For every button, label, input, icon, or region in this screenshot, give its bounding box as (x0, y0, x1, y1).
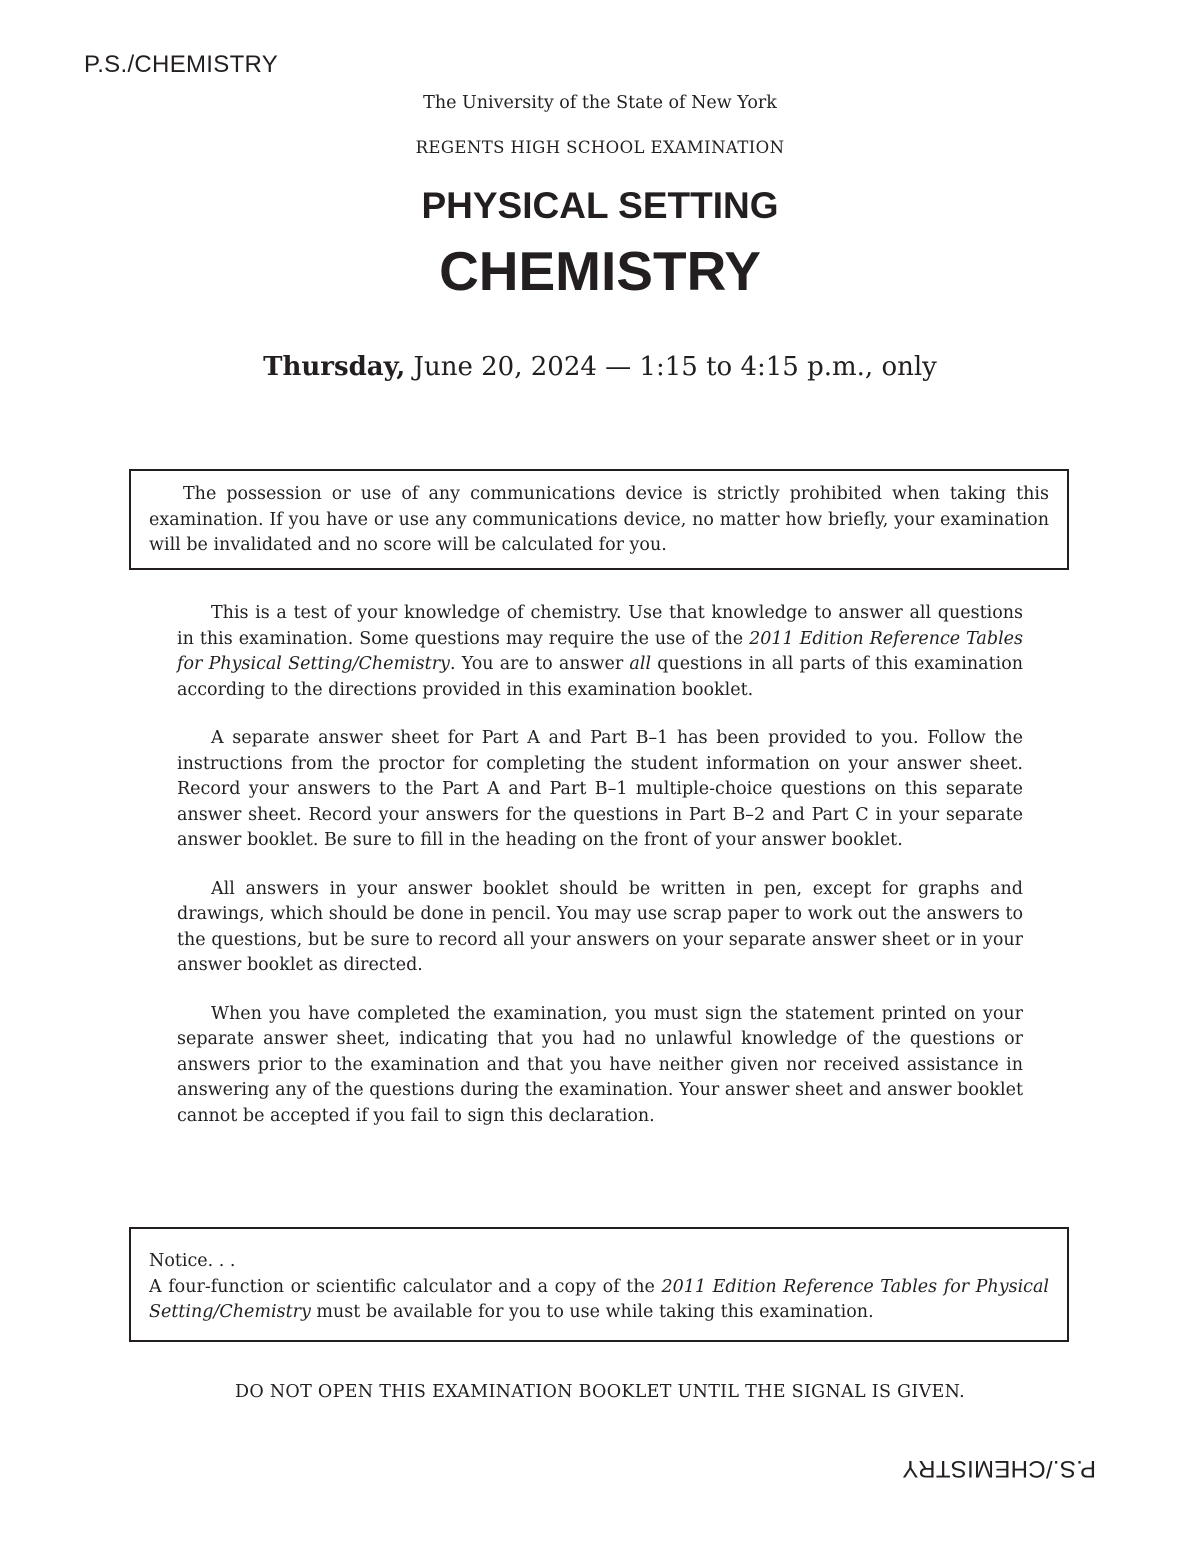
exam-day: Thursday, (263, 352, 406, 382)
instructions-paragraph-4: When you have completed the examination, you must sign the statement printed on your separate answer sheet, indicating that you had no unlawful knowledge of the questions or answers prior to the examination and that you have neither given nor received assistance in answering any of the questions during the examination. Your answer sheet and answer booklet cannot be accepted if you fail to sign this declaration. (177, 1003, 1023, 1126)
do-not-open-notice: DO NOT OPEN THIS EXAMINATION BOOKLET UNTIL THE SIGNAL IS GIVEN. (234, 1382, 965, 1402)
notice-title: Notice. . . (149, 1251, 236, 1271)
instructions-paragraph-1: This is a test of your knowledge of chemistry. Use that knowledge to answer all questions in this examination. Some questions may require the use of the 2011 Edition Reference Tables for Physical Setting/Chemistry. You are to answer all questions in all parts of this examination according to the directions provided in this examination booklet. (177, 603, 1024, 700)
corner-label-bottom-inverted: P.S./CHEMISTRY (902, 1455, 1097, 1482)
device-warning-box (129, 469, 1069, 570)
university-name: The University of the State of New York (423, 93, 777, 113)
notice-reference-tables-title: 2011 Edition Reference Tables for Physical Setting/Chemistry (149, 1276, 1050, 1322)
instructions-paragraph-2: A separate answer sheet for Part A and Part B–1 has been provided to you. Follow the instructions from the proctor for completing the student information on your answer sheet. Record your answers to the Part A and Part B–1 multiple-choice questions on this separate answer sheet. Record your answers for the questions in Part B–2 and Part C in your separate answer booklet. Be sure to fill in the heading on the front of your answer booklet. (177, 728, 1023, 850)
reference-tables-title: 2011 Edition Reference Tables for Physical Setting/Chemistry (177, 628, 1024, 674)
notice-box (129, 1227, 1069, 1342)
instructions-section (177, 601, 1023, 1152)
notice-text: Notice. . . A four-function or scientific calculator and a copy of the 2011 Edition Reference Tables for Physical Setting/Chemistry must be available for you to use while taking this examination. (149, 1251, 1050, 1322)
subject-main-title: PHYSICAL SETTING (421, 185, 779, 226)
instructions-paragraph-3: All answers in your answer booklet should be written in pen, except for graphs and drawings, which should be done in pencil. You may use scrap paper to work out the answers to the questions, but be sure to record all your answers on your separate answer sheet or in your answer booklet as directed. (177, 878, 1023, 975)
subject-sub-title: CHEMISTRY (439, 240, 761, 302)
exam-date-line (0, 351, 1200, 383)
corner-label-top: P.S./CHEMISTRY (84, 51, 279, 78)
exam-date-time: June 20, 2024 — 1:15 to 4:15 p.m., only (405, 352, 937, 382)
device-warning-text: The possession or use of any communications device is strictly prohibited when taking this examination. If you have or use any communications device, no matter how briefly, your examination will be invalidated and no score will be calculated for you. (149, 484, 1049, 555)
exam-type: REGENTS HIGH SCHOOL EXAMINATION (415, 138, 785, 157)
